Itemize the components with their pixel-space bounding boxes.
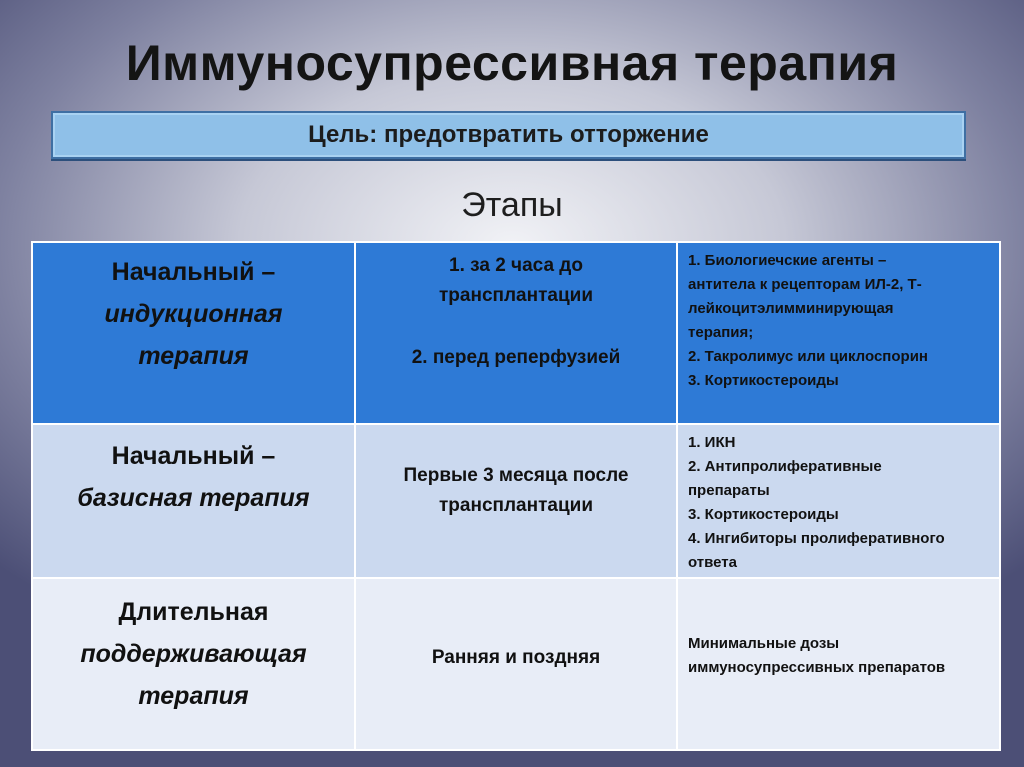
drug-line: лейкоцитэлимминирующая bbox=[688, 300, 894, 317]
stage-name: Длительная bbox=[118, 598, 269, 626]
drug-line: 3. Кортикостероиды bbox=[688, 372, 839, 389]
drug-line: 4. Ингибиторы пролиферативного bbox=[688, 530, 945, 547]
drug-line: терапия; bbox=[688, 324, 754, 341]
stage-drugs-cell bbox=[677, 578, 1000, 750]
stages-table bbox=[31, 241, 1001, 751]
stage-drugs-cell bbox=[677, 424, 1000, 578]
drug-line: 2. Такролимус или циклоспорин bbox=[688, 348, 928, 365]
table-row bbox=[32, 578, 1000, 750]
stage-timing-cell bbox=[355, 424, 677, 578]
stage-timing-cell bbox=[355, 242, 677, 424]
goal-banner: Цель: предотвратить отторжение bbox=[51, 111, 966, 159]
drug-line: препараты bbox=[688, 482, 770, 499]
table-row bbox=[32, 242, 1000, 424]
drug-line: 3. Кортикостероиды bbox=[688, 506, 839, 523]
drug-line: 1. Биологиечские агенты – bbox=[688, 252, 887, 269]
drug-line: 2. Антипролиферативные bbox=[688, 458, 882, 475]
drug-line: 1. ИКН bbox=[688, 434, 736, 451]
stage-name: Начальный – bbox=[111, 442, 276, 470]
timing-line: Первые 3 месяца после bbox=[403, 465, 629, 486]
stage-name-italic: индукционная bbox=[104, 300, 283, 328]
timing-line: трансплантации bbox=[438, 495, 594, 516]
stage-name-cell bbox=[32, 578, 355, 750]
stage-name-italic: поддерживающая bbox=[80, 640, 307, 668]
stages-heading: Этапы bbox=[461, 186, 563, 224]
timing-line: 1. за 2 часа до bbox=[449, 255, 583, 276]
drug-line: Минимальные дозы bbox=[688, 635, 840, 652]
stage-name-italic: терапия bbox=[138, 342, 249, 370]
timing-line: трансплантации bbox=[438, 285, 594, 306]
stage-timing-cell bbox=[355, 578, 677, 750]
slide-title: Иммуносупрессивная терапия bbox=[125, 35, 899, 91]
drug-line: иммуносупрессивных препаратов bbox=[688, 659, 946, 676]
stage-name-cell bbox=[32, 424, 355, 578]
timing-line: 2. перед реперфузией bbox=[411, 347, 621, 368]
stage-name-cell bbox=[32, 242, 355, 424]
drug-line: антитела к рецепторам ИЛ-2, Т- bbox=[688, 276, 922, 293]
timing-line: Ранняя и поздняя bbox=[431, 647, 601, 668]
stage-name-italic: терапия bbox=[138, 682, 249, 710]
drug-line: ответа bbox=[688, 554, 737, 571]
stage-name-italic: базисная терапия bbox=[77, 484, 310, 512]
table-row bbox=[32, 424, 1000, 578]
stage-drugs-cell bbox=[677, 242, 1000, 424]
stage-name: Начальный – bbox=[111, 258, 276, 286]
